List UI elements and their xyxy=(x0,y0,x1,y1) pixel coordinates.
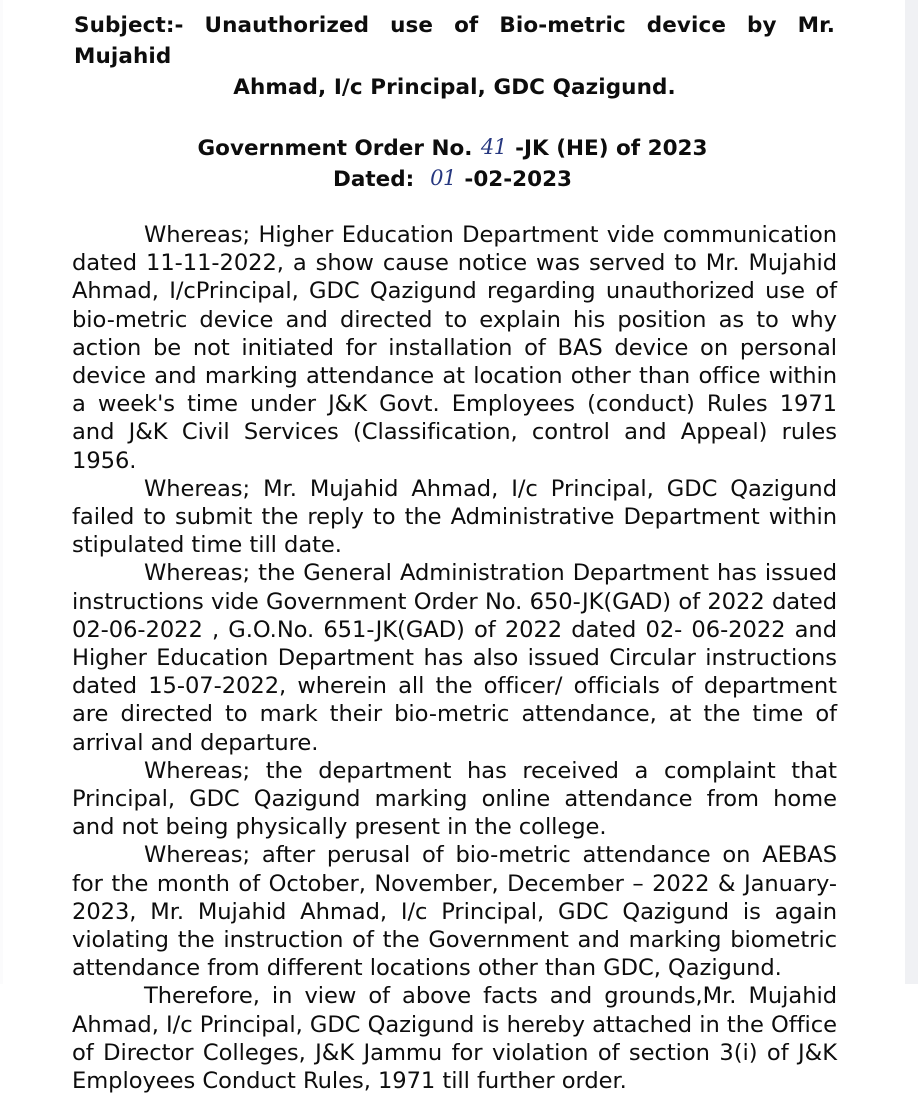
order-number-prefix: Government Order No. xyxy=(197,136,473,161)
government-order-number-line xyxy=(0,133,905,164)
order-dated-line xyxy=(0,164,905,195)
order-number-block xyxy=(0,133,905,195)
paragraph: Whereas; the General Administration Department has issued instructions vide Government Order No. 650-JK(GAD) of 2022 dated 02-06-2022 , G.O.No. 651-JK(GAD) of 2022 dated 02- 06-2022 and Higher Education Department has also issued Circular instructions dated 15-07-2022, wherein all the officer/ officials of department are directed to mark their bio-metric attendance, at the time of arrival and departure. xyxy=(72,560,837,756)
paragraph: Whereas; the department has received a complaint that Principal, GDC Qazigund marking online attendance from home and not being physically present in the college. xyxy=(72,757,837,841)
scan-edge-right xyxy=(905,0,918,984)
paragraph: Therefore, in view of above facts and grounds,Mr. Mujahid Ahmad, I/c Principal, GDC Qazigund is hereby attached in the Office of Director Colleges, J&K Jammu for violation of section 3(i) of J&K Employees Conduct Rules, 1971 till further order. xyxy=(72,983,837,1095)
dated-rest: -02-2023 xyxy=(464,167,573,192)
subject-heading xyxy=(72,10,837,103)
paragraph: Whereas; Higher Education Department vide communication dated 11-11-2022, a show cause notice was served to Mr. Mujahid Ahmad, I/cPrincipal, GDC Qazigund regarding unauthorized use of bio-metric device and directed to explain his position as to why action be not initiated for installation of BAS device on personal device and marking attendance at location other than office within a week's time under J&K Govt. Employees (conduct) Rules 1971 and J&K Civil Services (Classification, control and Appeal) rules 1956. xyxy=(72,222,837,474)
paragraph: Whereas; Mr. Mujahid Ahmad, I/c Principal, GDC Qazigund failed to submit the reply to the Administrative Department within stipulated time till date. xyxy=(72,475,837,559)
subject-line-2: Ahmad, I/c Principal, GDC Qazigund. xyxy=(233,75,676,100)
paragraph: Whereas; after perusal of bio-metric attendance on AEBAS for the month of October, November, December – 2022 & January-2023, Mr. Mujahid Ahmad, I/c Principal, GDC Qazigund is again violating the instruction of the Government and marking biometric attendance from different locations other than GDC, Qazigund. xyxy=(72,842,837,982)
dated-label: Dated: xyxy=(332,167,415,192)
dated-day-handwritten: 01 xyxy=(430,166,456,190)
order-number-handwritten: 41 xyxy=(480,135,507,159)
document-body xyxy=(72,221,837,1095)
subject-line-1: Subject:- Unauthorized use of Bio-metric device by Mr. Mujahid xyxy=(74,13,835,69)
order-number-suffix: -JK (HE) of 2023 xyxy=(515,136,708,161)
